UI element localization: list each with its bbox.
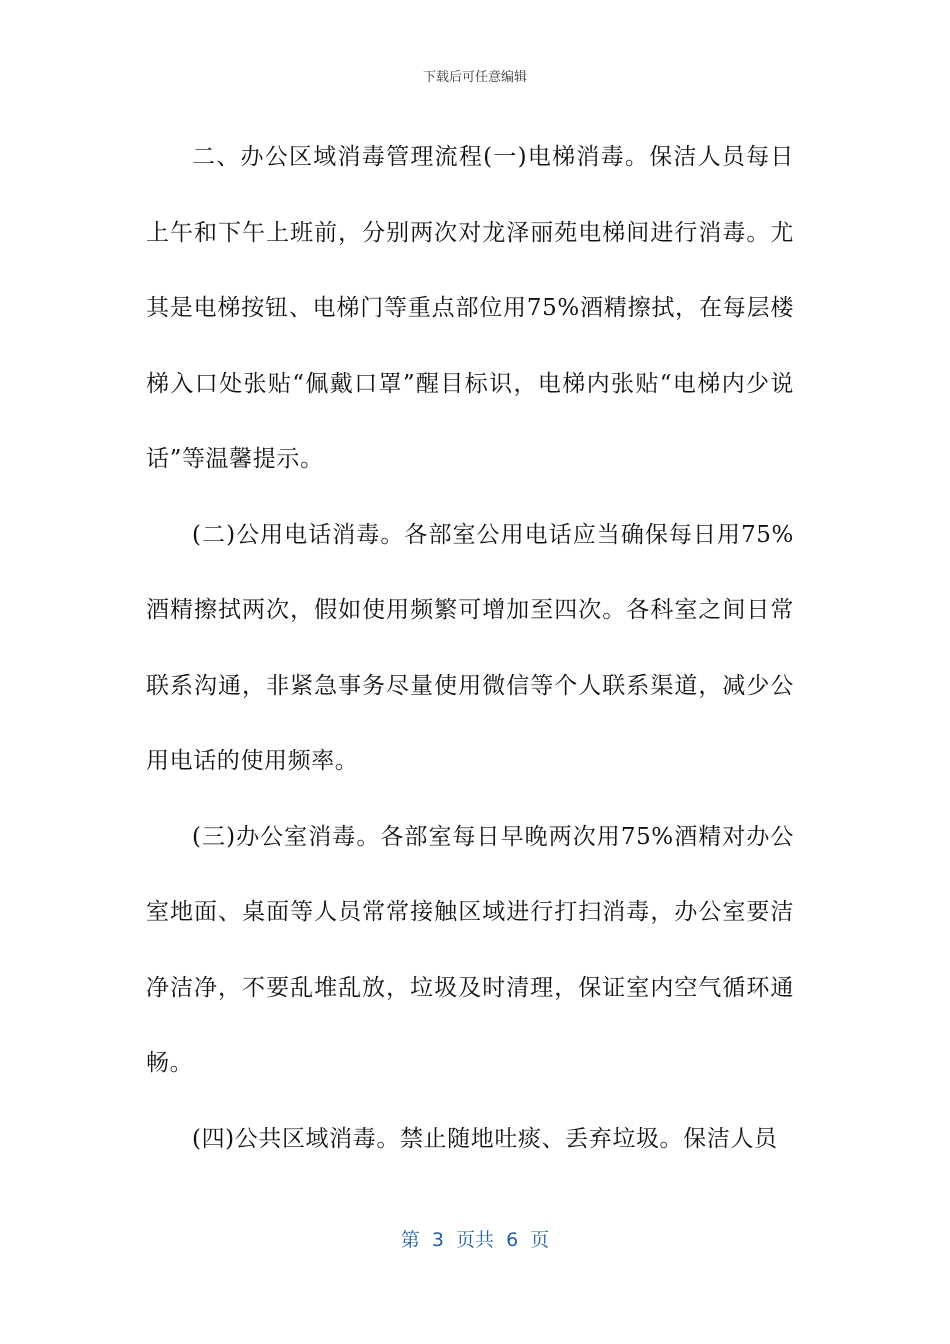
page-number-footer: 第 3 页共 6 页 <box>400 1229 550 1251</box>
paragraph-public-area-disinfection: (四)公共区域消毒。禁止随地吐痰、丢弃垃圾。保洁人员 <box>192 1125 778 1152</box>
document-body <box>146 120 794 1177</box>
paragraph-elevator-disinfection: 二、办公区域消毒管理流程(一)电梯消毒。保洁人员每日上午和下午上班前，分别两次对龙泽丽苑电梯间进行消毒。尤其是电梯按钮、电梯门等重点部位用75%酒精擦拭，在每层楼梯入口处张贴“佩戴口罩”醒目标识，电梯内张贴“电梯内少说话”等温馨提示。 <box>146 144 794 472</box>
paragraph-phone-disinfection: (二)公用电话消毒。各部室公用电话应当确保每日用75%酒精擦拭两次，假如使用频繁可增加至四次。各科室之间日常联系沟通，非紧急事务尽量使用微信等个人联系渠道，减少公用电话的使用频率。 <box>146 521 794 774</box>
paragraph-office-disinfection: (三)办公室消毒。各部室每日早晚两次用75%酒精对办公室地面、桌面等人员常常接触区域进行打扫消毒，办公室要洁净洁净，不要乱堆乱放，垃圾及时清理，保证室内空气循环通畅。 <box>146 823 794 1076</box>
page-header: 下载后可任意编辑 <box>422 70 527 85</box>
